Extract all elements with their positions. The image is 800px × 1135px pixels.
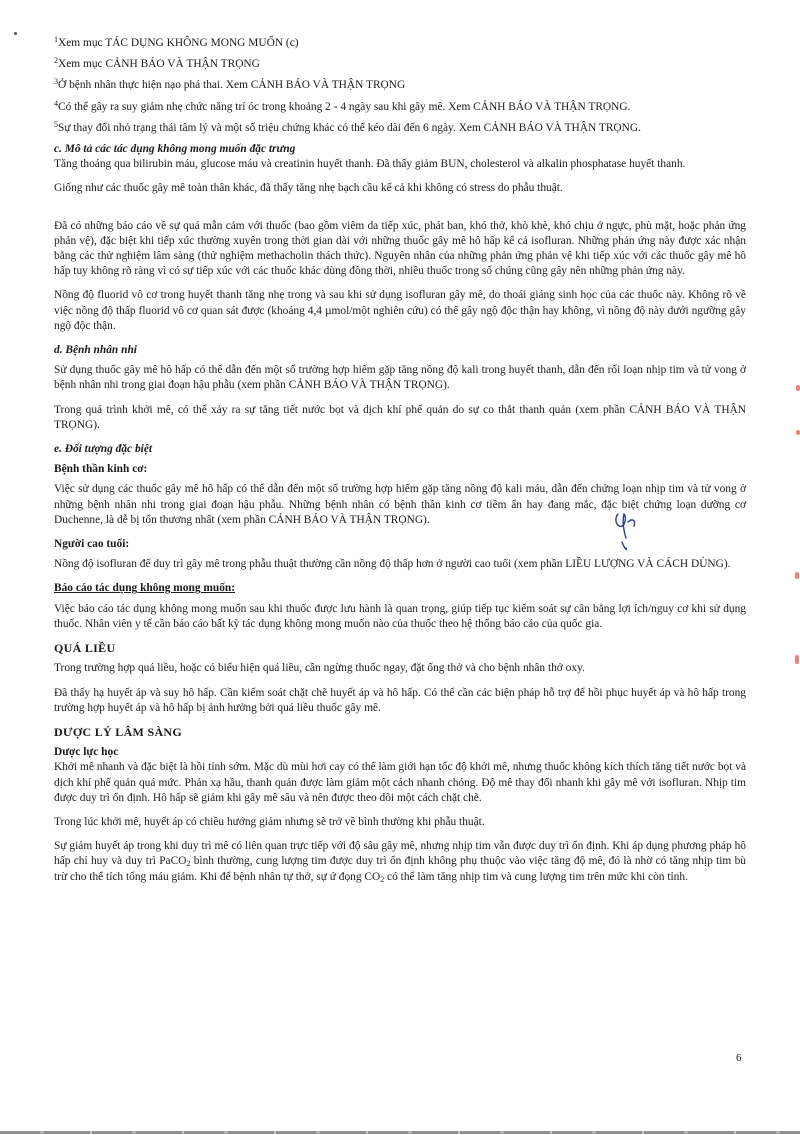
handwritten-initial-mark xyxy=(612,508,642,554)
footnote-5: $^5$Sự thay đổi nhỏ trạng thái tâm lý và một số triệu chứng khác có thể kéo dài đến 6 ngày. Xem CẢNH BÁO VÀ THẬN TRỌNG. xyxy=(54,119,641,134)
report-text: Việc báo cáo tác dụng không mong muốn sau khi thuốc được lưu hành là quan trọng, giúp tiếp tục kiểm soát sự cân bằng lợi ích/nguy cơ khi sử dụng thuốc. Nhân viên y tế cần báo cáo bất kỳ tác dụng không mong muốn nào của thuốc theo hệ thống báo cáo của quốc gia. xyxy=(54,602,746,630)
elderly-title: Người cao tuổi: xyxy=(54,538,130,551)
section-d-paragraph-1: Sử dụng thuốc gây mê hô hấp có thể dẫn đến một số trường hợp hiếm gặp tăng nồng độ kali trong huyết thanh, dẫn đến rối loạn nhịp tim và tử vong ở bệnh nhân nhi trong giai đoạn hậu phẫu (xem phần CẢNH BÁO VÀ THẬN TRỌNG). xyxy=(54,364,746,392)
footnote-4: $^4$Có thể gây ra suy giảm nhẹ chức năng trí óc trong khoảng 2 - 4 ngày sau khi gây mê. Xem CẢNH BÁO VÀ THẬN TRỌNG. xyxy=(54,98,631,113)
page-number: 6 xyxy=(736,1052,742,1064)
pharmacology-paragraph-2: Trong lúc khởi mê, huyết áp có chiều hướng giảm nhưng sẽ trở về bình thường khi phẫu thuật. xyxy=(54,815,485,828)
scan-edge-mark-1 xyxy=(796,385,800,391)
pharmacodynamics-title: Dược lực học xyxy=(54,746,119,759)
footnote-1: $^1$Xem mục TÁC DỤNG KHÔNG MONG MUỐN (c) xyxy=(54,35,299,49)
section-d-paragraph-2: Trong quá trình khởi mê, có thể xảy ra sự tăng tiết nước bọt và dịch khí phế quản do sự co thắt thanh quản (xem phần CẢNH BÁO VÀ THẬN TRỌNG). xyxy=(54,403,746,431)
section-c-paragraph-1: Tăng thoáng qua bilirubin máu, glucose máu và creatinin huyết thanh. Đã thấy giảm BUN, cholesterol và alkalin phosphatase huyết thanh. xyxy=(54,158,686,171)
neuromuscular-text: Việc sử dụng các thuốc gây mê hô hấp có thể dẫn đến một số trường hợp hiếm gặp tăng nồng độ kali máu, dẫn đến chứng loạn nhịp tim và tử vong ở những bệnh nhân nhi trong giai đoạn hậu phẫu. Những bệnh nhân có bệnh thần kinh cơ tiềm ẩn hay đang mắc, đặc biệt chứng loạn dưỡng cơ Duchenne, là dễ bị tổn thương nhất (xem phần CẢNH BÁO VÀ THẬN TRỌNG). xyxy=(54,483,746,526)
pharmacology-paragraph-1: Khởi mê nhanh và đặc biệt là hồi tỉnh sớm. Mặc dù mùi hơi cay có thể làm giới hạn tốc độ khởi mê, nhưng thuốc không kích thích tăng tiết nước bọt và dịch khí phế quản quá mức. Phản xạ hầu, thanh quản được làm giảm một cách nhanh chóng. Độ mê thay đổi nhanh khi gây mê với isofluran. Nhịp tim được duy trì ổn định. Hô hấp sẽ giảm khi gây mê sâu và nên được theo dõi một cách chặt chẽ. xyxy=(54,761,746,804)
report-title: Báo cáo tác dụng không mong muốn: xyxy=(54,582,236,595)
section-d-title: d. Bệnh nhân nhi xyxy=(54,344,137,357)
neuromuscular-title: Bệnh thần kinh cơ: xyxy=(54,463,148,476)
overdose-paragraph-2: Đã thấy hạ huyết áp và suy hô hấp. Cần kiểm soát chặt chẽ huyết áp và hô hấp. Có thể cần các biện pháp hỗ trợ để hồi phục huyết áp và hô hấp trong trường hợp huyết áp và hô hấp bị ảnh hưởng bởi quá liều thuốc gây mê. xyxy=(54,686,746,714)
overdose-title: QUÁ LIỀU xyxy=(54,641,116,656)
section-c-paragraph-4: Nồng độ fluorid vô cơ trong huyết thanh tăng nhẹ trong và sau khi sử dụng isofluran gây mê, do thoái giáng sinh học của các thuốc này. Không rõ về việc nồng độ thấp fluorid vô cơ quan sát được (khoảng 4,4 µmol/một nghiên cứu) có thể gây ngộ độc thận hay không, vì nồng độ này dưới ngưỡng gây ngộ độc thận. xyxy=(54,289,746,332)
scan-speck xyxy=(14,32,17,35)
section-e-title: e. Đối tượng đặc biệt xyxy=(54,443,153,456)
document-page xyxy=(54,36,746,894)
scan-bottom-edge xyxy=(0,1131,800,1134)
pharmacology-title: DƯỢC LÝ LÂM SÀNG xyxy=(54,724,183,739)
section-c-paragraph-2: Giống như các thuốc gây mê toàn thân khác, đã thấy tăng nhẹ bạch cầu kể cả khi không có stress do phẫu thuật. xyxy=(54,182,563,195)
scan-edge-mark-2 xyxy=(796,430,800,435)
overdose-paragraph-1: Trong trường hợp quá liều, hoặc có biểu hiện quá liều, cần ngừng thuốc ngay, đặt ống thở và cho bệnh nhân thở oxy. xyxy=(54,662,585,675)
pharmacology-paragraph-3: Sự giảm huyết áp trong khi duy trì mê có liên quan trực tiếp với độ sâu gây mê, nhưng nhịp tim vẫn được duy trì ổn định. Khi áp dụng phương pháp hô hấp chỉ huy và duy trì PaCO$_2$ bình thường, cung lượng tim được duy trì ổn định không phụ thuộc vào việc tăng độ mê, đó là nhờ có tăng nhịp tim bù trừ cho thể tích tống máu giảm. Khi để bệnh nhân tự thở, sự ứ đọng $CO_2$ có thể làm tăng nhịp tim và cung lượng tim trên mức khi còn tỉnh. xyxy=(54,840,746,884)
scan-edge-mark-3 xyxy=(795,572,799,579)
footnote-2: $^2$Xem mục CẢNH BÁO VÀ THẬN TRỌNG xyxy=(54,56,260,71)
elderly-text: Nồng độ isofluran để duy trì gây mê trong phẫu thuật thường cần nồng độ thấp hơn ở người cao tuổi (xem phần LIỀU LƯỢNG VÀ CÁCH DÙNG). xyxy=(54,558,731,571)
section-c-paragraph-3: Đã có những báo cáo về sự quá mẫn cảm với thuốc (bao gồm viêm da tiếp xúc, phát ban, khó thở, khò khè, khó chịu ở ngực, phù mặt, hoặc phản ứng phản vệ), đặc biệt khi tiếp xúc thường xuyên trong thời gian dài với những thuốc gây mê hô hấp kể cả isofluran. Những phản ứng này được xác nhận bằng các thử nghiệm lâm sàng (thử nghiệm methacholin thách thức). Nguyên nhân của những phản ứng phản vệ khi tiếp xúc với các thuốc gây mê hô hấp tuy không rõ ràng vì có sự tiếp xúc với các thuốc khác dùng đồng thời, nhiều thuốc trong số chúng cũng gây nên những phản ứng này. xyxy=(54,219,746,278)
footnote-3: $^3$Ở bệnh nhân thực hiện nạo phá thai. Xem CẢNH BÁO VÀ THẬN TRỌNG xyxy=(54,77,406,92)
section-c-title: c. Mô tả các tác dụng không mong muốn đặc trưng xyxy=(54,143,296,156)
scan-edge-mark-4 xyxy=(795,655,799,664)
